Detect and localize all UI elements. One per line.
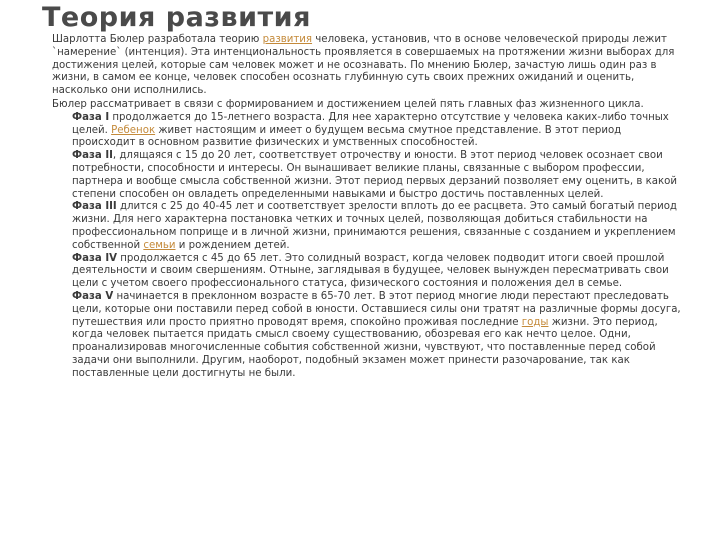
slide-title: Теория развития <box>42 2 311 33</box>
phase-5 <box>72 291 684 381</box>
phase-3 <box>72 201 684 252</box>
paragraph-intro-text-start: Шарлотта Бюлер разработала теорию <box>52 34 263 45</box>
phase-2-label: Фаза II <box>72 150 113 162</box>
paragraph-phases <box>52 99 684 381</box>
phase-3-text-end: и рождением детей. <box>175 239 290 251</box>
phases-list <box>52 112 684 381</box>
paragraph-intro-text-end: человека, установив, что в основе человеческой природы лежит `намерение` (интенция). Эта интенциональность проявляется в совершаемых на протяжении жизни выборах для достижения целей, которые сам человек может и не осознавать. По мнению Бюлер, зачастую лишь один раз в жизни, в самом ее конце, человек способен осознать глубинную суть своих прежних ожиданий и оценить, насколько они исполнились. <box>52 34 675 97</box>
phase-1 <box>72 112 684 150</box>
phase-2-text: , длящаяся с 15 до 20 лет, соответствует отрочеству и юности. В этот период человек осознает свои потребности, способности и интересы. Он вынашивает великие планы, связанные с выбором профессии, партнера и вообще смысла собственной жизни. Этот период первых дерзаний позволяет ему оценить, в какой степени способен он овладеть определенными навыками и быстро достичь поставленных целей. <box>72 150 678 200</box>
slide-body <box>52 34 684 381</box>
phase-3-label: Фаза III <box>72 201 117 213</box>
phase-2 <box>72 150 684 201</box>
phase-1-label: Фаза I <box>72 111 110 123</box>
link-razvitiya[interactable]: развития <box>262 34 313 45</box>
phase-4 <box>72 253 684 291</box>
link-semi[interactable]: семьи <box>143 239 176 251</box>
phase-1-text-end: живет настоящим и имеет о будущем весьма смутное представление. В этот период происходит в основном развитие физических и умственных способностей. <box>72 124 622 149</box>
link-rebenok[interactable]: Ребенок <box>111 124 156 136</box>
phase-4-text: продолжается с 45 до 65 лет. Это солидный возраст, когда человек подводит итоги своей прошлой деятельности и своим свершениям. Отныне, заглядывая в будущее, человек вынужден пересматривать свои цели с учетом своего профессионального статуса, физического состояния и положения дел в семье. <box>72 252 669 290</box>
phase-4-label: Фаза IV <box>72 252 117 264</box>
phase-5-label: Фаза V <box>72 290 114 302</box>
phases-intro: Бюлер рассматривает в связи с формированием и достижением целей пять главных фаз жизненного цикла. <box>52 98 644 110</box>
paragraph-intro <box>52 34 684 98</box>
phase-3-text-start: длится с 25 до 40-45 лет и соответствует зрелости вплоть до ее расцвета. Это самый богатый период жизни. Для него характерна постановка четких и точных целей, позволяющая добиться стабильности на профессиональном поприще и в личной жизни, принимаются решения, связанные с созданием и укреплением собственной <box>72 201 677 251</box>
phase-5-text-start: начинается в преклонном возрасте в 65-70 лет. В этот период многие люди перестают преследовать цели, которые они поставили перед собой в юности. Оставшиеся силы они тратят на различные формы досуга, путешествия или просто приятно проводят время, спокойно проживая последние <box>72 290 681 328</box>
phase-1-text-start: продолжается до 15-летнего возраста. Для нее характерно отсутствие у человека каких-либо точных целей. <box>72 111 669 136</box>
link-gody[interactable]: годы <box>521 316 549 328</box>
phase-5-text-end: жизни. Это период, когда человек пытается придать смысл своему существованию, обозревая его как нечто целое. Одни, проанализировав многочисленные события собственной жизни, чувствуют, что поставленные перед собой задачи они выполнили. Другим, наоборот, подобный экзамен может принести разочарование, так как поставленные цели достигнуты не были. <box>72 316 658 379</box>
